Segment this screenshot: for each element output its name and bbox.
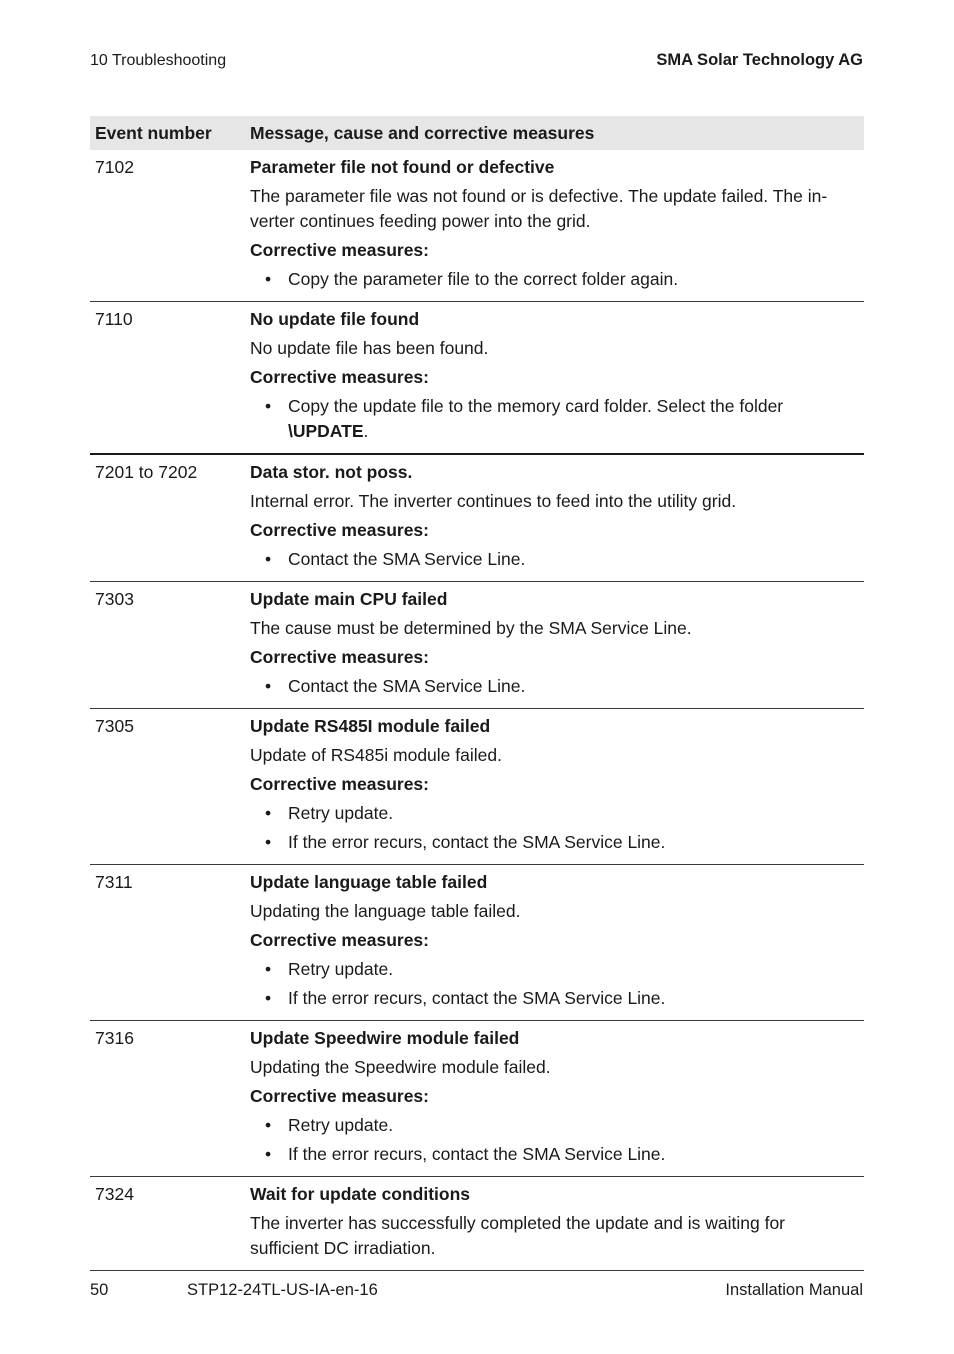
event-title: Update RS485I module failed [250,716,491,736]
measures-list [250,547,858,572]
event-description: Internal error. The inverter continues to feed into the utility grid. [250,491,737,511]
corrective-measures-label: Corrective measures: [250,774,429,794]
measures-list [250,1113,858,1167]
measures-list [250,674,858,699]
event-title: Data stor. not poss. [250,462,413,482]
table-row [90,582,864,709]
bullet-icon: • [265,803,272,823]
event-message-cell [245,1177,864,1271]
event-description: Updating the Speedwire module failed. [250,1057,551,1077]
measures-list [250,957,858,1011]
table-row [90,1177,864,1271]
measure-text-end: . [363,421,369,441]
bullet-icon: • [265,832,272,852]
event-message-cell [245,454,864,582]
measure-text: If the error recurs, contact the SMA Service Line. [288,988,666,1008]
table-row [90,865,864,1021]
list-item [250,986,858,1011]
measure-text: Retry update. [288,959,394,979]
table-row [90,302,864,455]
list-item [250,1113,858,1138]
event-title: Update language table failed [250,872,488,892]
list-item [250,394,858,444]
measure-text: Copy the update file to the memory card folder. Select the folder [288,396,784,416]
list-item [250,801,858,826]
event-message-cell [245,582,864,709]
measure-text: Contact the SMA Service Line. [288,549,526,569]
event-message-cell [245,709,864,865]
measure-text: Contact the SMA Service Line. [288,676,526,696]
event-title: Wait for update conditions [250,1184,471,1204]
corrective-measures-label: Corrective measures: [250,240,429,260]
event-number: 7303 [95,589,134,609]
bullet-icon: • [265,269,272,289]
document-id: STP12-24TL-US-IA-en-16 [187,1281,378,1299]
measures-list [250,394,858,444]
measure-text: If the error recurs, contact the SMA Service Line. [288,1144,666,1164]
manual-type: Installation Manual [725,1281,863,1299]
folder-name: \UPDATE [288,421,364,441]
event-description: No update file has been found. [250,338,489,358]
corrective-measures-label: Corrective measures: [250,520,429,540]
measures-list [250,267,858,292]
event-description: The cause must be determined by the SMA Service Line. [250,618,692,638]
corrective-measures-label: Corrective measures: [250,647,429,667]
event-number: 7110 [95,309,133,329]
measure-text: Retry update. [288,803,394,823]
event-description: The inverter has successfully completed the update and is waiting for sufficient DC irradiation. [250,1213,786,1258]
bullet-icon: • [265,676,272,696]
event-number: 7324 [95,1184,134,1204]
table-row [90,150,864,302]
event-number: 7305 [95,716,134,736]
event-number: 7316 [95,1028,134,1048]
bullet-icon: • [265,959,272,979]
event-description: Updating the language table failed. [250,901,521,921]
column-header-message: Message, cause and corrective measures [245,116,864,150]
table-row [90,1021,864,1177]
event-table [90,116,864,1271]
list-item [250,674,858,699]
bullet-icon: • [265,1144,272,1164]
event-number: 7102 [95,157,134,177]
event-message-cell [245,1021,864,1177]
event-description: The parameter file was not found or is defective. The update failed. The in-verter continues feeding power into the grid. [250,186,828,231]
event-description: Update of RS485i module failed. [250,745,502,765]
event-title: Parameter file not found or defective [250,157,555,177]
event-number: 7201 to 7202 [95,462,198,482]
event-message-cell [245,150,864,302]
event-message-cell [245,865,864,1021]
page-number: 50 [90,1281,109,1299]
list-item [250,267,858,292]
list-item [250,547,858,572]
bullet-icon: • [265,396,272,416]
event-title: Update main CPU failed [250,589,448,609]
event-title: Update Speedwire module failed [250,1028,520,1048]
list-item [250,830,858,855]
bullet-icon: • [265,549,272,569]
table-row [90,709,864,865]
corrective-measures-label: Corrective measures: [250,1086,429,1106]
corrective-measures-label: Corrective measures: [250,930,429,950]
header-company: SMA Solar Technology AG [656,51,863,69]
measure-text: Copy the parameter file to the correct folder again. [288,269,679,289]
event-number: 7311 [95,872,133,892]
list-item [250,1142,858,1167]
header-chapter: 10 Troubleshooting [90,52,227,69]
measure-text: If the error recurs, contact the SMA Service Line. [288,832,666,852]
bullet-icon: • [265,1115,272,1135]
column-header-event-number: Event number [90,116,245,150]
list-item [250,957,858,982]
event-message-cell [245,302,864,455]
table-row [90,454,864,582]
event-title: No update file found [250,309,420,329]
corrective-measures-label: Corrective measures: [250,367,429,387]
bullet-icon: • [265,988,272,1008]
measure-text: Retry update. [288,1115,394,1135]
table-header-row [90,116,864,150]
measures-list [250,801,858,855]
